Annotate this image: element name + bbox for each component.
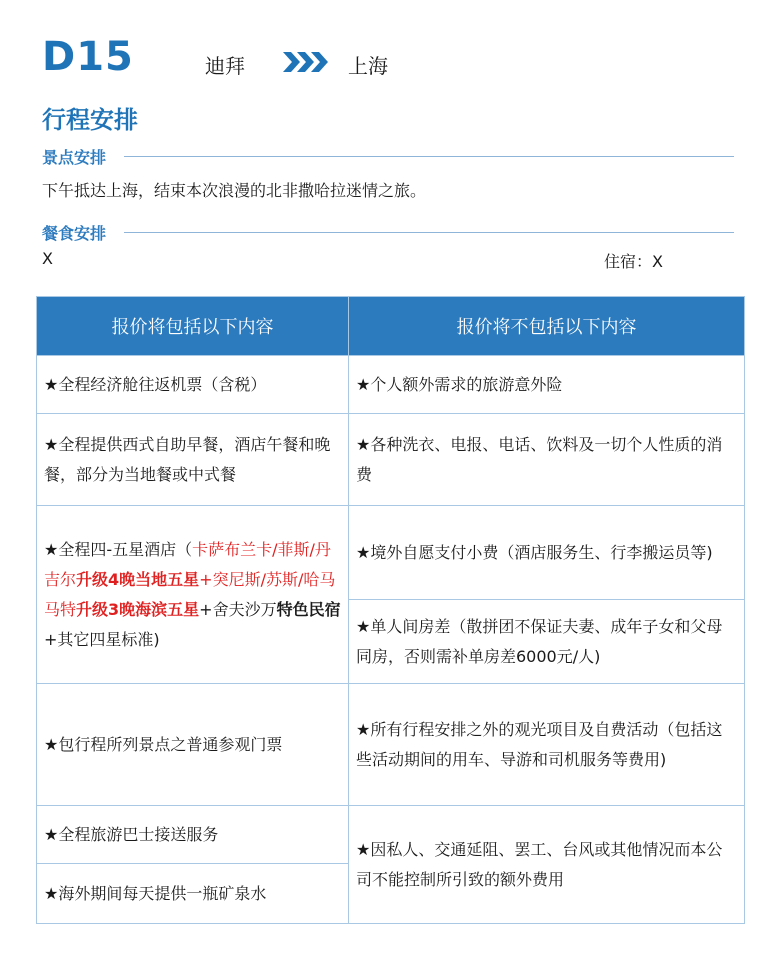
excluded-item: ★境外自愿支付小费（酒店服务生、行李搬运员等) bbox=[349, 506, 745, 600]
arrival-city: 上海 bbox=[348, 54, 388, 78]
excluded-item: ★因私人、交通延阻、罢工、台风或其他情况而本公司不能控制所引致的额外费用 bbox=[349, 806, 745, 924]
hotel-special: 特色民宿 bbox=[276, 599, 341, 619]
hotel-text-2: +舍夫沙万 bbox=[199, 599, 277, 619]
sights-label: 景点安排 bbox=[42, 148, 107, 167]
triple-chevron-right-icon bbox=[283, 50, 329, 74]
included-item: ★海外期间每天提供一瓶矿泉水 bbox=[37, 864, 349, 924]
included-item: ★全程经济舱往返机票（含税） bbox=[37, 356, 349, 414]
hotel-cities-2: +突尼斯/苏斯/哈马马特 bbox=[44, 569, 336, 619]
hotel-text-1: ★全程四-五星酒店（ bbox=[44, 539, 193, 559]
hotel-upgrade-2: 升级3晚海滨五星 bbox=[76, 599, 200, 619]
excluded-item: ★单人间房差（散拼团不保证夫妻、成年子女和父母同房，否则需补单房差6000元/人) bbox=[349, 600, 745, 684]
included-header: 报价将包括以下内容 bbox=[37, 297, 349, 356]
table-row bbox=[37, 506, 745, 600]
excluded-header: 报价将不包括以下内容 bbox=[349, 297, 745, 356]
included-item: ★包行程所列景点之普通参观门票 bbox=[37, 684, 349, 806]
hotel-upgrade-1: 升级4晚当地五星 bbox=[76, 569, 200, 589]
hotel-cities-1: 卡萨布兰卡/菲斯/丹吉尔 bbox=[44, 539, 331, 589]
excluded-item: ★所有行程安排之外的观光项目及自费活动（包括这些活动期间的用车、导游和司机服务等费用) bbox=[349, 684, 745, 806]
meals-value: X bbox=[42, 249, 53, 268]
itinerary-title: 行程安排 bbox=[42, 106, 138, 134]
lodging-text: 住宿：X bbox=[604, 252, 663, 271]
table-row bbox=[37, 356, 745, 414]
table-header-row bbox=[37, 297, 745, 356]
hotel-text-3: +其它四星标准) bbox=[44, 629, 160, 649]
table-row bbox=[37, 684, 745, 806]
departure-city: 迪拜 bbox=[205, 54, 245, 78]
included-item: ★全程提供西式自助早餐，酒店午餐和晚餐，部分为当地餐或中式餐 bbox=[37, 414, 349, 506]
meals-divider bbox=[124, 232, 734, 233]
table-row bbox=[37, 806, 745, 864]
sights-text: 下午抵达上海，结束本次浪漫的北非撒哈拉迷情之旅。 bbox=[42, 181, 427, 200]
day-number: D15 bbox=[42, 34, 134, 80]
meals-label: 餐食安排 bbox=[42, 224, 107, 243]
sights-divider bbox=[124, 156, 734, 157]
excluded-item: ★各种洗衣、电报、电话、饮料及一切个人性质的消费 bbox=[349, 414, 745, 506]
included-item: ★全程旅游巴士接送服务 bbox=[37, 806, 349, 864]
included-item-hotels bbox=[37, 506, 349, 684]
inclusions-table bbox=[36, 296, 745, 924]
table-row bbox=[37, 414, 745, 506]
excluded-item: ★个人额外需求的旅游意外险 bbox=[349, 356, 745, 414]
